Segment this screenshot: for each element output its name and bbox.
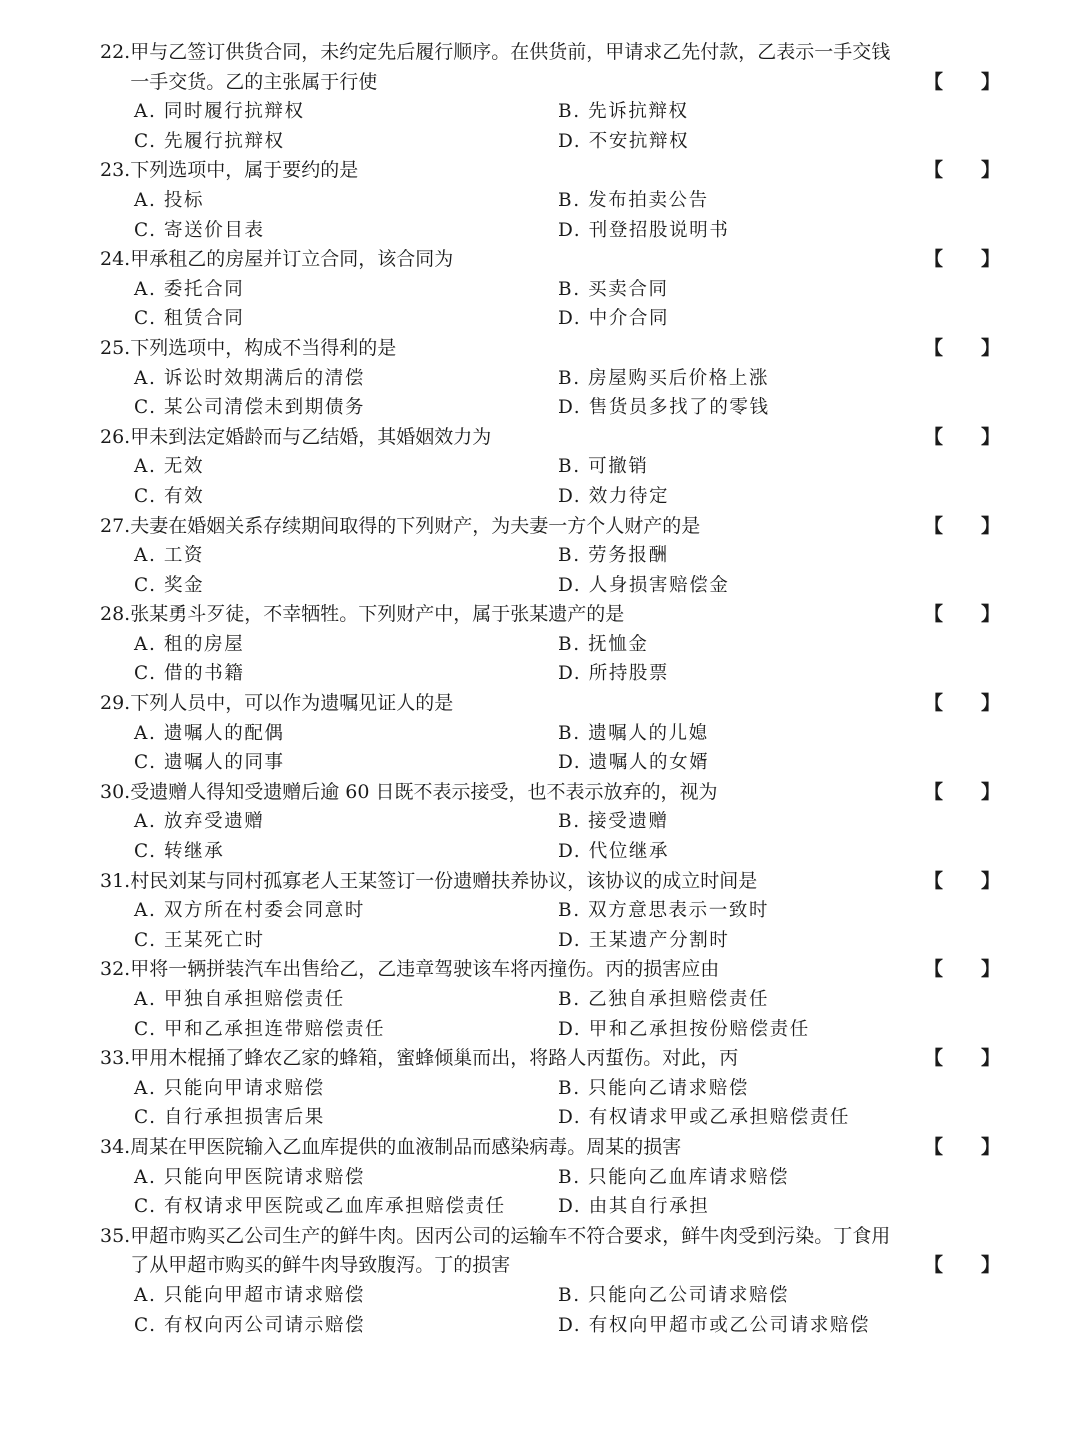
option-d: D. 由其自行承担 <box>558 1196 710 1218</box>
option-c: C. 奖金 <box>134 574 205 596</box>
option-d: D. 不安抗辩权 <box>558 130 690 152</box>
option-d: D. 有权请求甲或乙承担赔偿责任 <box>558 1107 851 1129</box>
option-list <box>100 719 1000 778</box>
answer-bracket-open: 【 <box>923 425 943 448</box>
answer-bracket[interactable] <box>924 512 1000 542</box>
question-text: 甲将一辆拼装汽车出售给乙，乙违章驾驶该车将丙撞伤。丙的损害应由 <box>130 958 720 981</box>
answer-bracket-close: 】 <box>980 248 1000 271</box>
option-d: D. 人身损害赔偿金 <box>558 574 730 596</box>
question-stem <box>100 156 1000 186</box>
option-c: C. 先履行抗辩权 <box>134 130 285 152</box>
option-b: B. 接受遗赠 <box>558 811 669 833</box>
option-list <box>100 275 1000 334</box>
answer-bracket[interactable] <box>924 867 1000 897</box>
option-d: D. 刊登招股说明书 <box>558 219 730 241</box>
question-number: 24. <box>100 248 131 271</box>
option-list <box>100 452 1000 511</box>
option-list <box>100 186 1000 245</box>
option-a: A. 遗嘱人的配偶 <box>134 722 285 744</box>
option-list <box>100 807 1000 866</box>
question-text: 甲未到法定婚龄而与乙结婚，其婚姻效力为 <box>130 425 492 448</box>
question-item <box>100 334 1000 423</box>
option-d: D. 效力待定 <box>558 485 670 507</box>
question-stem <box>100 1133 1000 1163</box>
option-c: C. 租赁合同 <box>134 308 245 330</box>
answer-bracket-open: 【 <box>923 1254 943 1277</box>
question-item <box>100 689 1000 778</box>
answer-bracket-close: 】 <box>980 1047 1000 1070</box>
answer-bracket[interactable] <box>924 1251 1000 1281</box>
answer-bracket-close: 】 <box>980 336 1000 359</box>
answer-bracket[interactable] <box>924 600 1000 630</box>
option-d: D. 中介合同 <box>558 308 670 330</box>
option-a: A. 只能向甲医院请求赔偿 <box>134 1166 365 1188</box>
question-text: 甲承租乙的房屋并订立合同，该合同为 <box>130 248 454 271</box>
question-text: 甲超市购买乙公司生产的鲜牛肉。因丙公司的运输车不符合要求，鲜牛肉受到污染。丁食用了从甲超市购买的鲜牛肉导致腹泻。丁的损害 <box>130 1224 891 1277</box>
question-list <box>100 38 1000 1340</box>
answer-bracket-open: 【 <box>923 70 943 93</box>
option-a: A. 工资 <box>134 545 205 567</box>
question-item <box>100 423 1000 512</box>
question-item <box>100 778 1000 867</box>
option-a: A. 诉讼时效期满后的清偿 <box>134 367 365 389</box>
option-c: C. 王某死亡时 <box>134 929 265 951</box>
answer-bracket-close: 】 <box>980 958 1000 981</box>
question-text: 夫妻在婚姻关系存续期间取得的下列财产，为夫妻一方个人财产的是 <box>130 514 701 537</box>
question-number: 27. <box>100 514 131 537</box>
option-b: B. 可撤销 <box>558 456 649 478</box>
answer-bracket[interactable] <box>924 68 1000 98</box>
answer-bracket-close: 】 <box>980 1254 1000 1277</box>
option-a: A. 委托合同 <box>134 278 245 300</box>
option-a: A. 双方所在村委会同意时 <box>134 900 365 922</box>
option-b: B. 劳务报酬 <box>558 545 669 567</box>
option-c: C. 某公司清偿未到期债务 <box>134 397 366 419</box>
answer-bracket-close: 】 <box>980 1135 1000 1158</box>
question-text: 下列选项中，构成不当得利的是 <box>130 336 397 359</box>
answer-bracket-open: 【 <box>923 692 943 715</box>
option-c: C. 寄送价目表 <box>134 219 265 241</box>
answer-bracket-open: 【 <box>923 1135 943 1158</box>
question-text: 甲与乙签订供货合同，未约定先后履行顺序。在供货前，甲请求乙先付款，乙表示一手交钱一手交货。乙的主张属于行使 <box>130 41 891 93</box>
question-stem <box>100 955 1000 985</box>
answer-bracket-close: 】 <box>980 425 1000 448</box>
option-list <box>100 896 1000 955</box>
question-stem <box>100 38 1000 97</box>
answer-bracket[interactable] <box>924 245 1000 275</box>
answer-bracket-open: 【 <box>923 958 943 981</box>
question-text: 村民刘某与同村孤寡老人王某签订一份遗赠扶养协议，该协议的成立时间是 <box>130 869 758 892</box>
option-b: B. 只能向乙公司请求赔偿 <box>558 1284 790 1306</box>
question-stem <box>100 1044 1000 1074</box>
question-item <box>100 600 1000 689</box>
option-c: C. 借的书籍 <box>134 663 245 685</box>
question-item <box>100 1133 1000 1222</box>
option-list <box>100 1281 1000 1340</box>
question-item <box>100 38 1000 156</box>
question-text: 周某在甲医院输入乙血库提供的血液制品而感染病毒。周某的损害 <box>130 1135 682 1158</box>
option-c: C. 遗嘱人的同事 <box>134 752 285 774</box>
question-stem <box>100 334 1000 364</box>
answer-bracket[interactable] <box>924 1044 1000 1074</box>
option-b: B. 抚恤金 <box>558 633 649 655</box>
question-item <box>100 867 1000 956</box>
question-number: 23. <box>100 159 131 182</box>
option-d: D. 代位继承 <box>558 841 670 863</box>
option-a: A. 无效 <box>134 456 205 478</box>
question-number: 32. <box>100 958 131 981</box>
question-number: 35. <box>100 1224 131 1247</box>
question-item <box>100 245 1000 334</box>
option-a: A. 租的房屋 <box>134 633 245 655</box>
option-c: C. 有权向丙公司请示赔偿 <box>134 1314 366 1336</box>
question-item <box>100 1044 1000 1133</box>
answer-bracket-open: 【 <box>923 1047 943 1070</box>
question-stem <box>100 600 1000 630</box>
answer-bracket-close: 】 <box>980 159 1000 182</box>
option-c: C. 自行承担损害后果 <box>134 1107 325 1129</box>
option-list <box>100 364 1000 423</box>
option-a: A. 同时履行抗辩权 <box>134 101 305 123</box>
question-item <box>100 1222 1000 1340</box>
answer-bracket-open: 【 <box>923 869 943 892</box>
option-a: A. 甲独自承担赔偿责任 <box>134 989 345 1010</box>
answer-bracket[interactable] <box>924 156 1000 186</box>
answer-bracket-open: 【 <box>923 603 943 626</box>
answer-bracket-open: 【 <box>923 159 943 182</box>
answer-bracket[interactable] <box>924 423 1000 453</box>
question-stem <box>100 245 1000 275</box>
option-b: B. 双方意思表示一致时 <box>558 900 770 922</box>
question-item <box>100 955 1000 1044</box>
answer-bracket[interactable] <box>924 1133 1000 1163</box>
question-stem <box>100 512 1000 542</box>
answer-bracket[interactable] <box>924 689 1000 719</box>
option-b: B. 遗嘱人的儿媳 <box>558 722 709 744</box>
answer-bracket-close: 】 <box>980 603 1000 626</box>
question-text: 下列选项中，属于要约的是 <box>130 159 359 182</box>
answer-bracket-open: 【 <box>923 336 943 359</box>
question-number: 26. <box>100 425 131 448</box>
option-b: B. 只能向乙请求赔偿 <box>558 1077 749 1099</box>
answer-bracket-close: 】 <box>980 70 1000 93</box>
option-c: C. 转继承 <box>134 841 225 863</box>
option-d: D. 王某遗产分割时 <box>558 929 730 951</box>
option-d: D. 所持股票 <box>558 663 670 685</box>
question-text: 张某勇斗歹徒，不幸牺牲。下列财产中，属于张某遗产的是 <box>130 603 625 626</box>
answer-bracket[interactable] <box>924 778 1000 808</box>
option-d: D. 甲和乙承担按份赔偿责任 <box>558 1018 810 1040</box>
answer-bracket-close: 】 <box>980 780 1000 803</box>
option-a: A. 只能向甲请求赔偿 <box>134 1077 325 1099</box>
option-list <box>100 541 1000 600</box>
question-number: 29. <box>100 692 131 715</box>
option-a: A. 放弃受遗赠 <box>134 811 265 833</box>
option-c: C. 甲和乙承担连带赔偿责任 <box>134 1018 386 1040</box>
question-text: 下列人员中，可以作为遗嘱见证人的是 <box>130 692 454 715</box>
question-stem <box>100 1222 1000 1281</box>
question-stem <box>100 778 1000 808</box>
question-number: 31. <box>100 869 131 892</box>
option-list <box>100 1074 1000 1133</box>
question-number: 25. <box>100 336 131 359</box>
option-d: D. 有权向甲超市或乙公司请求赔偿 <box>558 1314 871 1336</box>
option-c: C. 有权请求甲医院或乙血库承担赔偿责任 <box>134 1196 506 1218</box>
option-b: B. 只能向乙血库请求赔偿 <box>558 1166 790 1188</box>
answer-bracket-close: 】 <box>980 692 1000 715</box>
question-stem <box>100 423 1000 453</box>
option-d: D. 售货员多找了的零钱 <box>558 397 770 419</box>
option-b: B. 发布拍卖公告 <box>558 189 709 211</box>
answer-bracket-open: 【 <box>923 248 943 271</box>
option-b: B. 房屋购买后价格上涨 <box>558 367 770 389</box>
question-number: 28. <box>100 603 131 626</box>
option-a: A. 投标 <box>134 189 205 211</box>
question-item <box>100 512 1000 601</box>
answer-bracket-close: 】 <box>980 514 1000 537</box>
option-list <box>100 985 1000 1044</box>
answer-bracket-open: 【 <box>923 780 943 803</box>
answer-bracket[interactable] <box>924 955 1000 985</box>
question-text: 受遗赠人得知受遗赠后逾 60 日既不表示接受，也不表示放弃的，视为 <box>130 780 718 803</box>
option-b: B. 买卖合同 <box>558 278 669 300</box>
answer-bracket-close: 】 <box>980 869 1000 892</box>
option-c: C. 有效 <box>134 485 205 507</box>
answer-bracket-open: 【 <box>923 514 943 537</box>
question-number: 22. <box>100 41 131 63</box>
question-number: 30. <box>100 780 131 803</box>
question-text: 甲用木棍捅了蜂农乙家的蜂箱，蜜蜂倾巢而出，将路人丙蜇伤。对此，丙 <box>130 1047 739 1070</box>
option-b: B. 先诉抗辩权 <box>558 101 689 123</box>
question-number: 33. <box>100 1047 131 1070</box>
option-b: B. 乙独自承担赔偿责任 <box>558 989 770 1010</box>
question-item <box>100 156 1000 245</box>
option-list <box>100 630 1000 689</box>
answer-bracket[interactable] <box>924 334 1000 364</box>
option-d: D. 遗嘱人的女婿 <box>558 752 710 774</box>
option-list <box>100 1163 1000 1222</box>
question-stem <box>100 867 1000 897</box>
option-a: A. 只能向甲超市请求赔偿 <box>134 1284 365 1306</box>
question-number: 34. <box>100 1135 131 1158</box>
option-list <box>100 97 1000 156</box>
question-stem <box>100 689 1000 719</box>
